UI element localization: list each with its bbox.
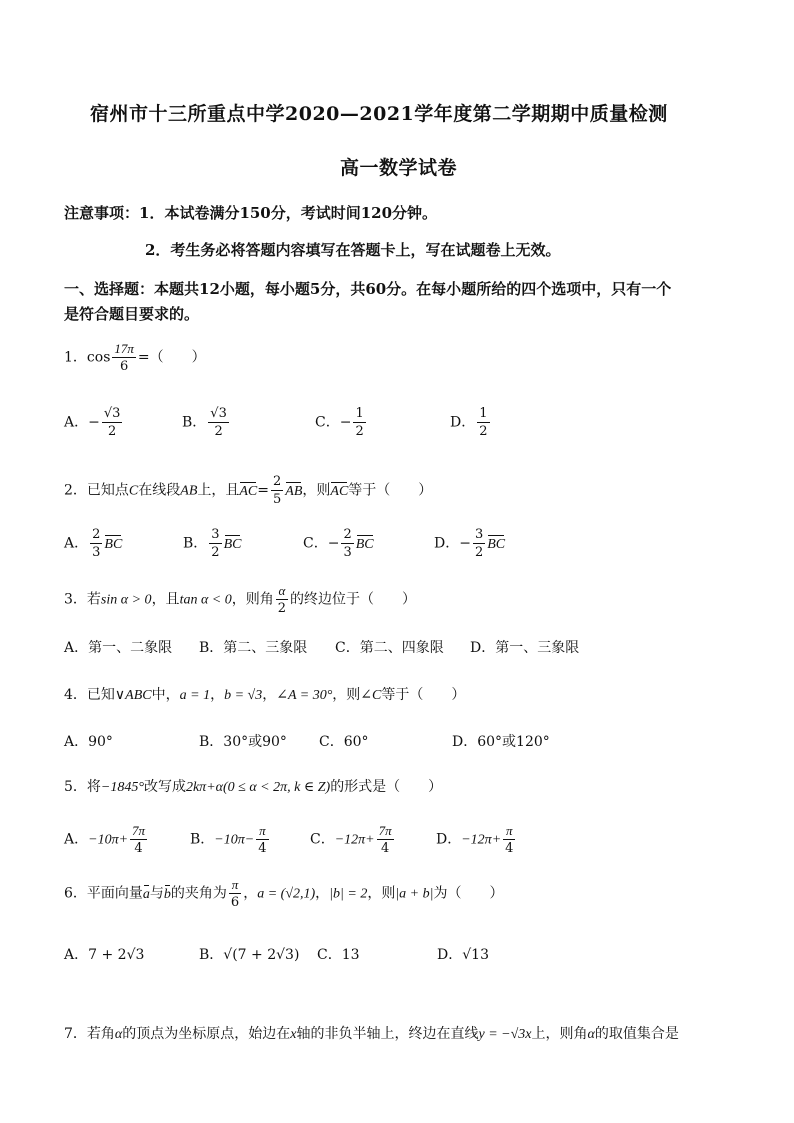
q4-text: 中， — [151, 687, 180, 703]
option-fraction — [90, 526, 102, 561]
question-number: 1． — [64, 349, 87, 366]
q5-angle: −1845° — [100, 780, 144, 795]
option-fraction — [102, 405, 123, 440]
question-1 — [64, 340, 206, 375]
q4-text: ，则 — [332, 687, 361, 703]
q7-text: 的顶点为坐标原点，始边在 — [122, 1026, 291, 1042]
q1-frac-num: 17π — [114, 341, 134, 356]
option-frac-den: 3 — [343, 545, 352, 560]
option-fraction — [477, 405, 489, 440]
q3-sin-condition: sin α > 0 — [100, 592, 152, 608]
option-frac-den: 2 — [108, 424, 117, 439]
q3-option-b: B．第二、三象限 — [199, 640, 308, 656]
option-sign: − — [339, 414, 352, 431]
q6-option-b — [199, 944, 299, 964]
option-frac-den: 2 — [479, 424, 488, 439]
q3-frac-num: α — [276, 582, 288, 600]
q2-text: 等于（ ） — [348, 482, 433, 499]
option-frac-den: 3 — [92, 545, 101, 560]
option-sign: − — [327, 535, 340, 552]
option-frac-num: π — [503, 822, 515, 840]
q3-option-c: C．第二、四象限 — [335, 640, 444, 656]
option-frac-den: 4 — [381, 841, 390, 856]
q3-option-d: D．第一、三象限 — [470, 640, 580, 656]
option-prefix: −10π− — [214, 832, 255, 848]
option-label: D． — [450, 414, 476, 431]
q3-frac-den: 2 — [277, 601, 287, 616]
q5-option-c — [310, 822, 396, 857]
q4-option-d: D．60°或120° — [452, 734, 550, 750]
q2-text: 上，且 — [197, 482, 240, 499]
q6-option-d — [437, 944, 489, 964]
q7-alpha: α — [587, 1027, 595, 1042]
section-heading-line1: 一、选择题：本题共12小题，每小题5分，共60分。在每小题所给的四个选项中，只有一个 — [64, 280, 672, 298]
question-5 — [64, 776, 442, 796]
option-frac-num: 2 — [92, 527, 101, 542]
option-label: D． — [434, 535, 460, 552]
option-frac-den: 2 — [214, 424, 223, 439]
question-4 — [64, 684, 465, 704]
option-label: D． — [436, 831, 462, 848]
q3-text: 若 — [86, 591, 101, 608]
exam-title-line2: 高一数学试卷 — [340, 157, 458, 179]
option-frac-den: 2 — [211, 545, 220, 560]
option-fraction — [208, 405, 229, 440]
q2-vector-ac: AC — [239, 483, 258, 499]
q6-text: ， — [315, 885, 330, 902]
q6-fraction — [229, 876, 241, 911]
option-frac-num: 3 — [211, 527, 220, 542]
q2-option-c — [303, 526, 374, 561]
q2-fraction — [271, 473, 283, 508]
q1-option-d — [450, 405, 492, 440]
option-label: B． — [182, 414, 207, 431]
q7-alpha: α — [114, 1027, 123, 1042]
q4-text: 已知 — [86, 687, 115, 703]
option-fraction — [377, 822, 394, 857]
option-frac-num: 1 — [355, 406, 364, 421]
option-sign: − — [459, 535, 471, 552]
q7-text: 轴的非负半轴上，终边在直线 — [296, 1026, 479, 1042]
q5-form: 2kπ+α(0 ≤ α < 2π, k ∈ Z) — [185, 780, 331, 795]
question-number: 5． — [64, 779, 87, 795]
q4-triangle: ∨ABC — [114, 688, 152, 703]
q4-side-b: b = √3 — [224, 688, 263, 703]
q5-option-a — [64, 822, 149, 857]
option-label: C． — [315, 414, 340, 431]
question-number: 4． — [64, 687, 87, 703]
option-prefix: −10π+ — [88, 832, 129, 848]
q6-frac-num: π — [229, 876, 241, 894]
question-number: 7． — [64, 1026, 87, 1042]
q2-segment-ab: AB — [180, 483, 198, 499]
option-label: A． — [64, 414, 89, 431]
q6-sum-norm: |a + b| — [395, 886, 434, 902]
question-2 — [64, 473, 432, 508]
q6-option-a — [64, 944, 144, 964]
q2-text: ，则 — [302, 482, 331, 499]
q3-text: ，且 — [151, 591, 180, 608]
q3-fraction — [276, 582, 288, 617]
option-frac-num: π — [256, 822, 268, 840]
q7-text: 的取值集合是 — [594, 1026, 679, 1042]
option-label: C． — [303, 535, 328, 552]
option-frac-num: 7π — [132, 823, 146, 838]
q2-option-d — [434, 526, 505, 561]
option-frac-den: 2 — [474, 545, 484, 560]
notes-line2: 2．考生务必将答题内容填写在答题卡上，写在试题卷上无效。 — [145, 241, 561, 259]
q2-equals: = — [257, 482, 269, 499]
option-value: 13 — [341, 947, 360, 963]
option-value: √13 — [462, 947, 489, 963]
q6-vector-a: a — [142, 886, 150, 902]
question-3 — [64, 582, 416, 617]
section-heading-line2: 是符合题目要求的。 — [64, 305, 200, 323]
option-label: A． — [64, 831, 89, 848]
q5-text: 的形式是（ ） — [330, 779, 443, 795]
option-frac-num: √3 — [103, 406, 121, 421]
q6-frac-den: 6 — [230, 895, 240, 910]
option-frac-num: 3 — [474, 527, 484, 542]
q2-frac-den: 5 — [273, 492, 282, 507]
q6-text: 平面向量 — [86, 885, 143, 902]
option-label: A． — [64, 535, 89, 552]
q7-text: 若角 — [86, 1026, 115, 1042]
option-fraction — [353, 405, 365, 440]
q5-option-b — [190, 822, 271, 857]
option-frac-den: 4 — [505, 841, 514, 856]
q2-option-a — [64, 526, 122, 561]
notes-line1: 注意事项：1．本试卷满分150分，考试时间120分钟。 — [64, 204, 438, 222]
option-sign: − — [88, 414, 100, 431]
option-prefix: −12π+ — [334, 832, 375, 848]
option-vector: BC — [223, 536, 242, 552]
option-label: B． — [190, 831, 215, 848]
q3-text: 的终边位于（ ） — [290, 591, 417, 608]
q1-frac-den: 6 — [120, 359, 129, 374]
q6-text: 为（ ） — [433, 885, 504, 902]
option-vector: BC — [355, 536, 374, 552]
q1-tail: =（ ） — [137, 349, 206, 366]
q4-option-a: A．90° — [64, 734, 113, 750]
question-number: 3． — [64, 591, 87, 608]
option-frac-num: 7π — [378, 823, 392, 838]
question-7 — [64, 1023, 679, 1043]
option-label: A． — [64, 947, 89, 963]
option-vector: BC — [104, 536, 123, 552]
q2-point-c: C — [128, 483, 139, 499]
q6-vector-b: b — [163, 886, 171, 902]
q2-text: 已知点 — [86, 482, 129, 499]
option-value: 7 + 2√3 — [88, 947, 145, 963]
option-fraction — [256, 822, 268, 857]
q1-option-a — [64, 405, 124, 440]
q3-text: ，则角 — [231, 591, 274, 608]
option-fraction — [209, 526, 221, 561]
q2-vector-ac: AC — [330, 483, 349, 499]
option-frac-den: 2 — [355, 424, 364, 439]
q7-line: y = −√3x — [478, 1027, 532, 1042]
option-frac-den: 4 — [258, 841, 267, 856]
option-fraction — [130, 822, 147, 857]
q1-option-c — [315, 405, 368, 440]
q6-text: 的夹角为 — [170, 885, 227, 902]
q4-angle-a: ∠A = 30° — [276, 688, 333, 703]
q2-vector-ab: AB — [285, 483, 303, 499]
option-fraction — [473, 526, 485, 561]
q3-option-a: A．第一、二象限 — [64, 640, 173, 656]
question-number: 2． — [64, 482, 87, 499]
q2-text: 在线段 — [138, 482, 181, 499]
q6-vector-a-value: a = (√2,1) — [257, 886, 316, 902]
question-number: 6． — [64, 885, 87, 902]
option-frac-num: √3 — [210, 406, 227, 421]
q4-option-c: C．60° — [319, 734, 369, 750]
q3-tan-condition: tan α < 0 — [179, 592, 232, 608]
option-frac-num: 1 — [479, 406, 488, 421]
q6-vector-b-norm: |b| = 2 — [329, 886, 368, 902]
q1-cos: cos — [86, 349, 111, 366]
option-value: √(7 + 2√3) — [223, 947, 300, 963]
q5-text: 将 — [86, 779, 101, 795]
q7-x: x — [290, 1027, 297, 1042]
option-frac-den: 4 — [134, 841, 143, 856]
option-frac-num: 2 — [343, 527, 352, 542]
question-6 — [64, 876, 503, 911]
q2-frac-num: 2 — [273, 474, 282, 489]
q5-option-d — [436, 822, 517, 857]
q4-option-b: B．30°或90° — [199, 734, 287, 750]
q4-side-a: a = 1 — [179, 688, 211, 703]
option-vector: BC — [487, 536, 506, 552]
q1-fraction — [112, 340, 136, 375]
option-fraction — [503, 822, 515, 857]
option-label: C． — [310, 831, 335, 848]
option-label: B． — [199, 947, 224, 963]
option-fraction — [341, 526, 353, 561]
option-label: B． — [183, 535, 208, 552]
q6-text: ， — [243, 885, 258, 902]
q4-text: ， — [262, 687, 277, 703]
option-prefix: −12π+ — [461, 832, 502, 848]
q6-option-c — [317, 944, 360, 964]
q6-text: ，则 — [367, 885, 396, 902]
q4-text: ， — [210, 687, 225, 703]
q5-text: 改写成 — [143, 779, 186, 795]
exam-title-line1: 宿州市十三所重点中学2020—2021学年度第二学期期中质量检测 — [90, 103, 668, 125]
q7-text: 上，则角 — [531, 1026, 588, 1042]
q4-text: 等于（ ） — [381, 687, 466, 703]
q1-option-b — [182, 405, 231, 440]
option-label: D． — [437, 947, 463, 963]
q4-angle-c: ∠C — [360, 688, 382, 703]
option-label: C． — [317, 947, 342, 963]
q2-option-b — [183, 526, 241, 561]
q6-text: 与 — [149, 885, 164, 902]
